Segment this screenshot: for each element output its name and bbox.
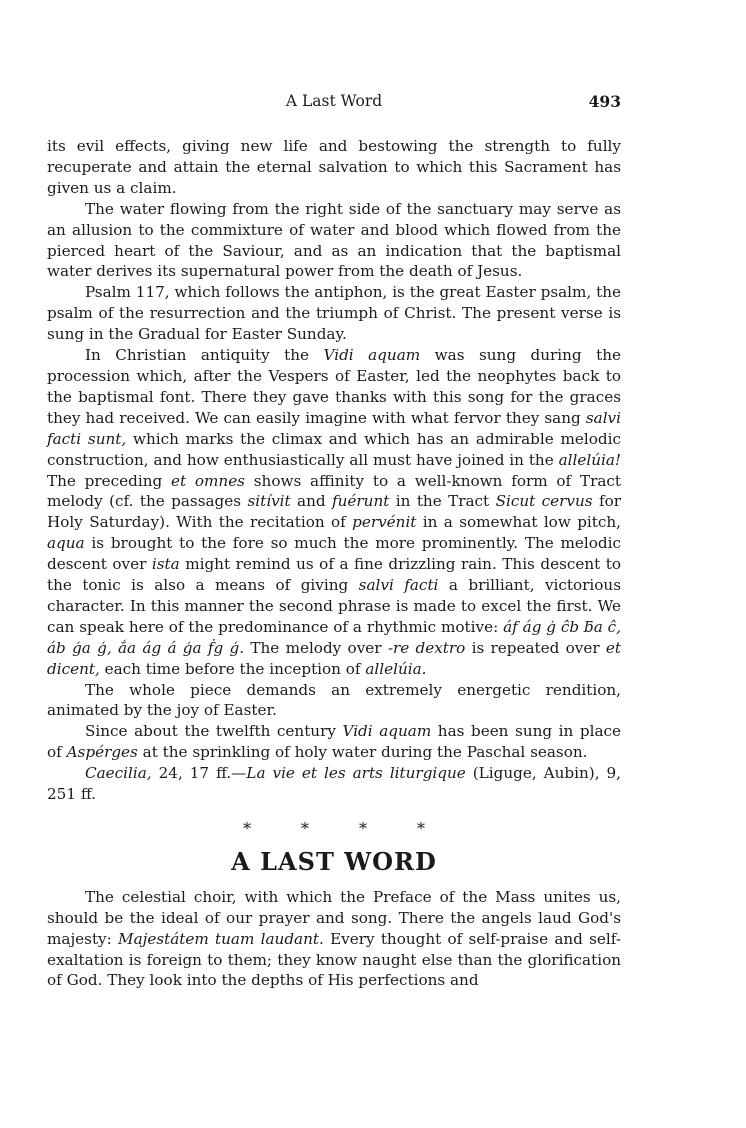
paragraph-continuation: its evil effects, giving new life and bestowing the strength to fully recuperate and attain the eternal salvation to which this Sacrament has given us a claim. <box>47 137 621 197</box>
paragraph-psalm: Psalm 117, which follows the antiphon, is the great Easter psalm, the psalm of the resurrection and the triumph of Christ. The present verse is sung in the Gradual for Easter Sunday. <box>47 283 621 344</box>
separator-asterisk: * <box>243 819 251 838</box>
book-page <box>47 92 621 991</box>
paragraph-references: Caecilia, 24, 17 ff.—La vie et les arts liturgique (Liguge, Aubin), 9, 251 ff. <box>47 764 622 804</box>
rhythmic-motive: áf ág ģ ĉb ƃa ĉ, áb ģa ģ, ắa ág á ģa ḟg ģ. <box>47 617 622 657</box>
running-head <box>47 92 621 116</box>
paragraph-water: The water flowing from the right side of the sanctuary may serve as an allusion to the commixture of water and blood which flowed from the pierced heart of the Saviour, and as an indication that the baptismal water derives its supernatural power from the death of Jesus. <box>47 199 621 281</box>
separator-asterisk: * <box>301 819 309 838</box>
page-number: 493 <box>588 92 621 111</box>
running-title: A Last Word <box>285 92 383 110</box>
section-separator <box>47 819 621 840</box>
main-text <box>47 136 621 991</box>
section-heading: A LAST WORD <box>231 846 437 876</box>
paragraph-antiquity: In Christian antiquity the Vidi aquam was sung during the procession which, after the Vespers of Easter, led the neophytes back to the baptismal font. There they gave thanks with this song for the graces they had received. We can easily imagine with what fervor they sang salvi facti sunt, which marks the climax and which has an admirable melodic construction, and how enthusiastically all must have joined in the allelúia! The preceding et omnes shows affinity to a well-known form of Tract melody (cf. the passages sitívit and fuérunt in the Tract Sicut cervus for Holy Saturday). With the recitation of pervénit in a somewhat low pitch, aqua is brought to the fore so much the more prominently. The melodic descent over ista might remind us of a fine drizzling rain. This descent to the tonic is also a means of giving salvi facti a brilliant, victorious character. In this manner the second phrase is made to excel the first. We can speak here of the predominance of a rhythmic motive: áf ág ģ ĉb ƃa ĉ, áb ģa ģ, ắa ág á ģa ḟg ģ. The melody over -re dextro is repeated over et dicent, each time before the inception of allelúia. <box>47 346 622 678</box>
separator-asterisk: * <box>359 819 367 838</box>
separator-asterisk: * <box>417 819 425 838</box>
paragraph-celestial-choir: The celestial choir, with which the Preface of the Mass unites us, should be the ideal of our prayer and song. There the angels laud God's majesty: Majestátem tuam laudant. Every thought of self-praise and self-exaltation is foreign to them; they know naught else than the glorification of God. They look into the depths of His perfections and <box>47 887 621 990</box>
paragraph-rendition: The whole piece demands an extremely energetic rendition, animated by the joy of Easter. <box>47 680 621 720</box>
paragraph-history: Since about the twelfth century Vidi aquam has been sung in place of Aspérges at the sprinkling of holy water during the Paschal season. <box>47 722 621 762</box>
